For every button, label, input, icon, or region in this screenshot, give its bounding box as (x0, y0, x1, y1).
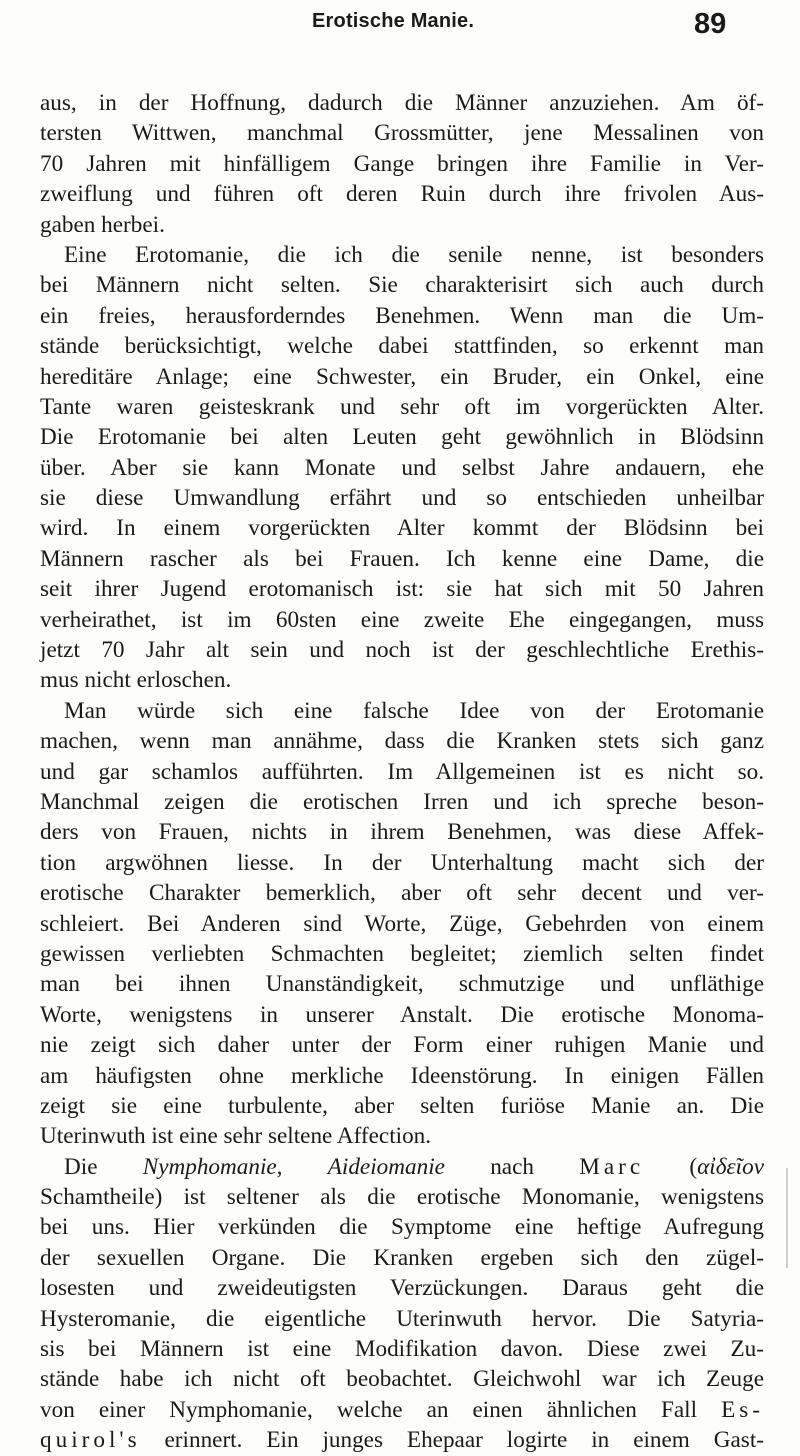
greek-term: αἰδεῖον (697, 1153, 764, 1180)
author-esquirol: quirol's (40, 1427, 141, 1454)
text-line: nie zeigt sich daher unter der Form einer ruhigen Manie und (40, 1032, 764, 1059)
text-line: schleiert. Bei Anderen sind Worte, Züge, Gebehrden von einem (40, 910, 764, 937)
text-line-nymphomanie: Die Nymphomanie, Aideiomanie nach Marc (αἰδεῖον (64, 1153, 764, 1180)
body-text (40, 88, 764, 1456)
text-line: gewissen verliebten Schmachten begleitet; ziemlich selten findet (40, 940, 764, 967)
text-line: Eine Erotomanie, die ich die senile nenne, ist besonders (64, 241, 764, 268)
text-line: gaben herbei. (40, 211, 165, 238)
text-line: Schamtheile) ist seltener als die erotische Monomanie, wenigstens (40, 1184, 764, 1211)
text-line: man bei ihnen Unanständigkeit, schmutzige und unfläthige (40, 971, 764, 998)
text-line: über. Aber sie kann Monate und selbst Jahre andauern, ehe (40, 454, 764, 481)
text-line: am häufigsten ohne merkliche Ideenstörung. In einigen Fällen (40, 1062, 764, 1089)
text-line: Die Erotomanie bei alten Leuten geht gewöhnlich in Blödsinn (40, 424, 764, 451)
text-line: Uterinwuth ist eine sehr seltene Affection. (40, 1123, 432, 1150)
text-line: stände berücksichtigt, welche dabei stattfinden, so erkennt man (40, 333, 764, 360)
page-number: 89 (694, 8, 727, 40)
page-header (0, 10, 800, 80)
text-line: machen, wenn man annähme, dass die Kranken stets sich ganz (40, 728, 764, 755)
text-line: Hysteromanie, die eigentliche Uterinwuth hervor. Die Satyria- (40, 1305, 764, 1332)
text-line: wird. In einem vorgerückten Alter kommt der Blödsinn bei (40, 515, 764, 542)
scan-margin-shadow (786, 1168, 788, 1268)
text-line: bei Männern nicht selten. Sie charakterisirt sich auch durch (40, 272, 764, 299)
text-line-fall: von einer Nymphomanie, welche an einen ähnlichen Fall Es- (40, 1396, 764, 1423)
text-line: Männern rascher als bei Frauen. Ich kenne eine Dame, die (40, 545, 764, 572)
text-line: stände habe ich nicht oft beobachtet. Gleichwohl war ich Zeuge (40, 1366, 764, 1393)
text-line-last: quirol's erinnert. Ein junges Ehepaar logirte in einem Gast- (40, 1427, 764, 1454)
author-esquirol-part1: Es- (721, 1396, 764, 1423)
text-line: und gar schamlos aufführten. Im Allgemeinen ist es nicht so. (40, 758, 764, 785)
running-head-title: Erotische Manie. (312, 10, 475, 32)
text-line: ders von Frauen, nichts in ihrem Benehmen, was diese Affek- (40, 819, 764, 846)
text-line: Worte, wenigstens in unserer Anstalt. Die erotische Monoma- (40, 1001, 764, 1028)
text-line: sie diese Umwandlung erfährt und so entschieden unheilbar (40, 485, 764, 512)
text-line: verheirathet, ist im 60sten eine zweite Ehe eingegangen, muss (40, 606, 764, 633)
text-line: zweiflung und führen oft deren Ruin durch ihre frivolen Aus- (40, 181, 764, 208)
text-line: der sexuellen Organe. Die Kranken ergeben sich den zügel- (40, 1244, 764, 1271)
text-line: ein freies, herausforderndes Benehmen. Wenn man die Um- (40, 302, 764, 329)
author-marc: Marc (579, 1153, 645, 1180)
text-line: losesten und zweideutigsten Verzückungen. Daraus geht die (40, 1275, 764, 1302)
text-line: sis bei Männern ist eine Modifikation davon. Diese zwei Zu- (40, 1336, 764, 1363)
text-line: hereditäre Anlage; eine Schwester, ein Bruder, ein Onkel, eine (40, 363, 764, 390)
text-line: jetzt 70 Jahr alt sein und noch ist der geschlechtliche Erethis- (40, 637, 764, 664)
term-nymphomanie: Nymphomanie, (142, 1153, 283, 1180)
text-line: mus nicht erloschen. (40, 667, 232, 694)
text-line: tersten Wittwen, manchmal Grossmütter, jene Messalinen von (40, 120, 764, 147)
text-line: 70 Jahren mit hinfälligem Gange bringen ihre Familie in Ver- (40, 150, 764, 177)
text-line: erotische Charakter bemerklich, aber oft sehr decent und ver- (40, 880, 764, 907)
text-line: zeigt sie eine turbulente, aber selten furiöse Manie an. Die (40, 1092, 764, 1119)
text-line: seit ihrer Jugend erotomanisch ist: sie hat sich mit 50 Jahren (40, 576, 764, 603)
text-line: bei uns. Hier verkünden die Symptome eine heftige Aufregung (40, 1214, 764, 1241)
text-line: tion argwöhnen liesse. In der Unterhaltung macht sich der (40, 849, 764, 876)
text-line: Man würde sich eine falsche Idee von der Erotomanie (64, 697, 764, 724)
text-line: Manchmal zeigen die erotischen Irren und ich spreche beson- (40, 788, 764, 815)
term-aideiomanie: Aideiomanie (327, 1153, 445, 1180)
text-line: Tante waren geisteskrank und sehr oft im vorgerückten Alter. (40, 393, 764, 420)
text-line: aus, in der Hoffnung, dadurch die Männer anzuziehen. Am öf- (40, 90, 764, 116)
